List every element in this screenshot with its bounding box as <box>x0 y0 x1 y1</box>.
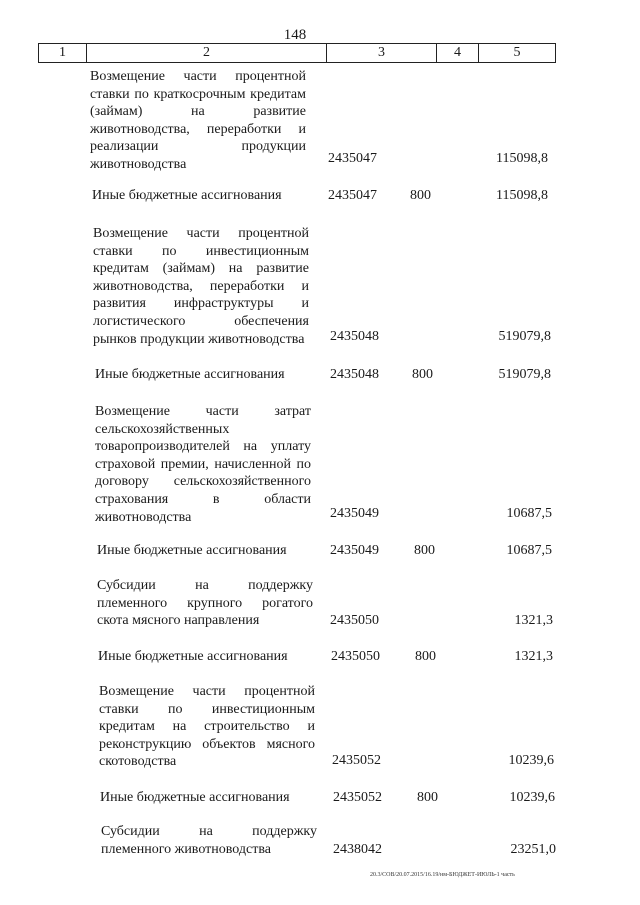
row-amount: 115098,8 <box>496 151 548 166</box>
row-code: 2435052 <box>333 790 382 805</box>
row-code: 2435050 <box>330 613 379 628</box>
header-col-5: 5 <box>513 45 521 60</box>
row-amount: 1321,3 <box>514 613 553 628</box>
row-amount: 10239,6 <box>508 753 554 768</box>
row-description: Субсидии на поддержку племенного крупного рогатого скота мясного направления <box>97 578 313 629</box>
row-description: Возмещение части процентной ставки по инвестиционным кредитам на строительство и реконструкцию объектов мясного скотоводства <box>99 684 315 770</box>
header-col-1: 1 <box>39 44 87 62</box>
row-description: Иные бюджетные ассигнования <box>98 649 288 664</box>
row-code: 2435048 <box>330 329 379 344</box>
row-type: 800 <box>417 790 438 805</box>
row-description: Возмещение части процентной ставки по краткосрочным кредитам (займам) на развитие животноводства, переработки и реализации продукции животноводства <box>90 69 306 172</box>
row-description: Субсидии на поддержку племенного животноводства <box>101 824 317 857</box>
row-description: Иные бюджетные ассигнования <box>97 543 287 558</box>
row-code: 2435050 <box>331 649 380 664</box>
row-code: 2438042 <box>333 842 382 857</box>
row-description: Иные бюджетные ассигнования <box>95 367 285 382</box>
row-amount: 519079,8 <box>498 367 551 382</box>
header-col-3: 3 <box>327 44 437 62</box>
row-description: Иные бюджетные ассигнования <box>100 790 290 805</box>
footer-stamp: 20.3/СОВ/20.07.2015/16.19/нм-БЮДЖЕТ-ИЮЛЬ-1 часть <box>370 872 515 878</box>
row-code: 2435052 <box>332 753 381 768</box>
row-amount: 519079,8 <box>498 329 551 344</box>
header-col-4: 4 <box>437 44 479 62</box>
row-description: Иные бюджетные ассигнования <box>92 188 282 203</box>
row-type: 800 <box>410 188 431 203</box>
header-col-2: 2 <box>87 44 327 62</box>
page-number: 148 <box>283 27 307 43</box>
row-amount: 1321,3 <box>514 649 553 664</box>
row-code: 2435049 <box>330 543 379 558</box>
row-code: 2435049 <box>330 506 379 521</box>
row-type: 800 <box>415 649 436 664</box>
row-description: Возмещение части процентной ставки по инвестиционным кредитам (займам) на развитие животноводства, переработки и развития инфраструктуры и логистического обеспечения рынков продукции животноводства <box>93 226 309 347</box>
row-amount: 10687,5 <box>506 506 552 521</box>
row-type: 800 <box>414 543 435 558</box>
row-type: 800 <box>412 367 433 382</box>
table-header <box>38 43 556 63</box>
row-description: Возмещение части затрат сельскохозяйственных товаропроизводителей на уплату страховой премии, начисленной по договору сельскохозяйственного страхования в области животноводства <box>95 404 311 525</box>
row-amount: 10687,5 <box>506 543 552 558</box>
row-code: 2435047 <box>328 188 377 203</box>
row-amount: 115098,8 <box>496 188 548 203</box>
row-amount: 10239,6 <box>509 790 555 805</box>
row-amount: 23251,0 <box>510 842 556 857</box>
row-code: 2435047 <box>328 151 377 166</box>
row-code: 2435048 <box>330 367 379 382</box>
